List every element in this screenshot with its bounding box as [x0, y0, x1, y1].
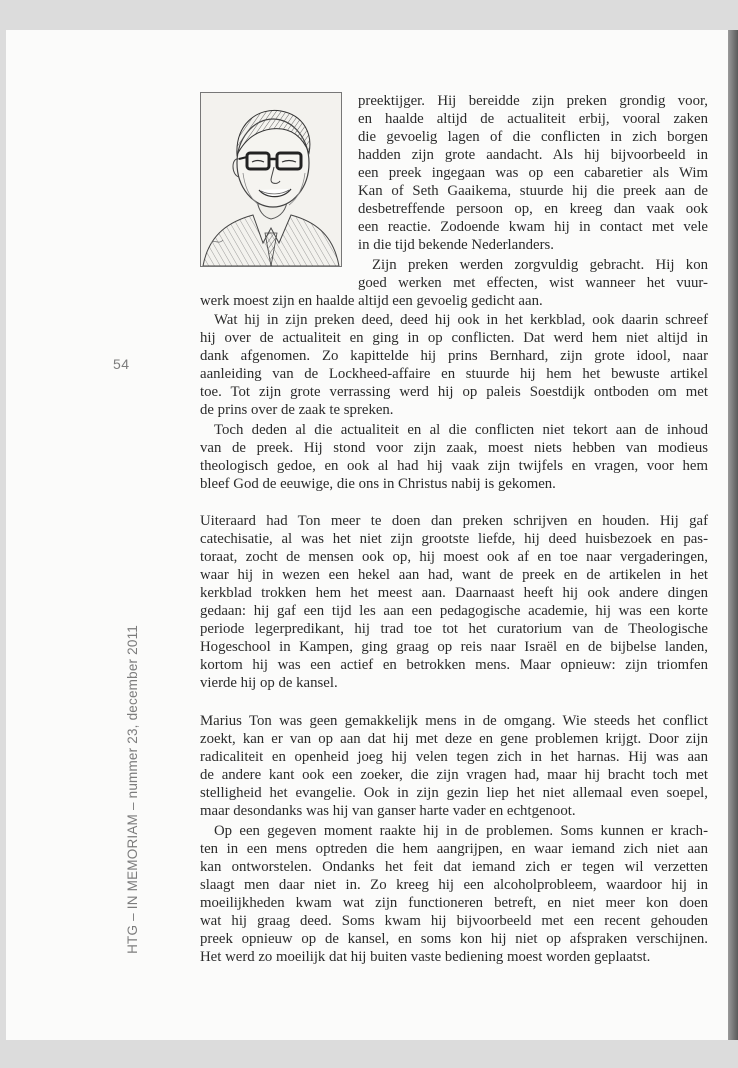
text-line: die gevoelig lagen of die conflicten in zich borgen: [358, 129, 708, 145]
text-line: desbetreffende persoon op, en kreeg dan vaak ook: [358, 201, 708, 217]
page-number: 54: [113, 356, 130, 372]
text-line: vierde hij op de kansel.: [200, 675, 338, 691]
text-line: aanleiding van de Lockheed-affaire en stuurde hij hem het bewuste artikel: [200, 366, 708, 382]
text-line: radicaliteit en openheid joeg hij velen tegen zich in het harnas. Hij was aan: [200, 749, 708, 765]
text-line: goed werken met effecten, wist wanneer het vuur-: [358, 275, 708, 291]
portrait-sketch-icon: [201, 93, 341, 266]
text-line: toe. Tot zijn grote verrassing werd hij op paleis Soestdijk ontboden om met: [200, 384, 708, 400]
text-line: kan ontworstelen. Ondanks het feit dat iemand zich er tegen wil verzetten: [200, 859, 708, 875]
text-line: de prins over de zaak te spreken.: [200, 402, 394, 418]
page-binding-edge: [728, 30, 738, 1040]
text-line: ten in een mens optreden die hem aangrijpen, en waar iemand zich niet aan: [200, 841, 708, 857]
text-line: kerkblad trokken hem het meest aan. Daarnaast heeft hij ook andere dingen: [200, 585, 708, 601]
text-line: een preek ingegaan was op een cabaretier als Wim: [358, 165, 708, 181]
text-line: Het werd zo moeilijk dat hij buiten vaste bediening moest worden geplaatst.: [200, 949, 651, 965]
text-line: wat hij graag deed. Soms kwam hij bijvoorbeeld met een recent gehouden: [200, 913, 708, 929]
text-line: catechisatie, al was het niet zijn grootste liefde, hij deed huisbezoek en pas-: [200, 531, 708, 547]
text-line: periode legerpredikant, hij trad toe tot het curatorium van de Theologische: [200, 621, 708, 637]
text-line: theologisch gedoe, en ook al had hij vaak zijn twijfels en vragen, voor hem: [200, 458, 708, 474]
text-line: Toch deden al die actualiteit en al die conflicten niet tekort aan de inhoud: [214, 422, 708, 438]
text-line: waar hij in wezen een hekel aan had, want de preek en de artikelen in het: [200, 567, 708, 583]
text-line: Op een gegeven moment raakte hij in de problemen. Soms kunnen er krach-: [214, 823, 708, 839]
text-line: Zijn preken werden zorgvuldig gebracht. Hij kon: [372, 257, 708, 273]
text-line: stelligheid het evangelie. Ook in zijn gezin liep het niet allemaal even soepel,: [200, 785, 708, 801]
text-line: de andere kant ook een zoeker, die zijn vragen had, maar hij bracht toch met: [200, 767, 708, 783]
text-line: werk moest zijn en haalde altijd een gevoelig gedicht aan.: [200, 293, 543, 309]
portrait-image: [200, 92, 342, 267]
text-line: en haalde altijd de actualiteit erbij, vooral zaken: [358, 111, 708, 127]
text-line: Kan of Seth Gaaikema, stuurde hij die preek aan de: [358, 183, 708, 199]
text-line: kortom hij was een actief en betrokken mens. Maar opnieuw: zijn triomfen: [200, 657, 708, 673]
text-line: een reactie. Zodoende kwam hij in contact met vele: [358, 219, 708, 235]
text-line: maar desondanks was hij van ganser harte vader en echtgenoot.: [200, 803, 576, 819]
text-line: slaagt men daar niet in. Zo kreeg hij een alcoholprobleem, waardoor hij in: [200, 877, 708, 893]
text-line: toraat, zocht de mensen ook op, hij moest ook af en toe naar vergaderingen,: [200, 549, 708, 565]
text-line: hij over de actualiteit en ging in op conflicten. Dat werd hem niet altijd in: [200, 330, 708, 346]
text-line: zoekt, kan er van op aan dat hij met deze en gene problemen krijgt. Door zijn: [200, 731, 708, 747]
text-line: van de preek. Hij stond voor zijn zaak, moest niets hebben van modieus: [200, 440, 708, 456]
text-line: in die tijd bekende Nederlanders.: [358, 237, 554, 253]
text-line: Wat hij in zijn preken deed, deed hij ook in het kerkblad, ook daarin schreef: [214, 312, 708, 328]
text-line: preek opnieuw op de kansel, en soms kon hij niet op afspraken verschijnen.: [200, 931, 708, 947]
text-line: Hogeschool in Kampen, ging graag op reis naar Israël en de bijbelse landen,: [200, 639, 708, 655]
text-line: gedaan: hij gaf een tijd les aan een pedagogische academie, hij was een korte: [200, 603, 708, 619]
text-line: Marius Ton was geen gemakkelijk mens in de omgang. Wie steeds het conflict: [200, 713, 708, 729]
text-line: dank afgenomen. Zo kapittelde hij prins Bernhard, zijn grote idool, naar: [200, 348, 708, 364]
text-line: preektijger. Hij bereidde zijn preken grondig voor,: [358, 93, 708, 109]
text-line: hadden zijn grote aandacht. Als hij bijvoorbeeld in: [358, 147, 708, 163]
text-line: moeilijkheden kwam wat zijn functioneren betreft, en niet meer kon doen: [200, 895, 708, 911]
running-head: HTG – IN MEMORIAM – nummer 23, december 2011: [125, 625, 140, 954]
text-line: Uiteraard had Ton meer te doen dan preken schrijven en houden. Hij gaf: [200, 513, 708, 529]
text-line: bleef God de eeuwige, die ons in Christus nabij is gekomen.: [200, 476, 556, 492]
